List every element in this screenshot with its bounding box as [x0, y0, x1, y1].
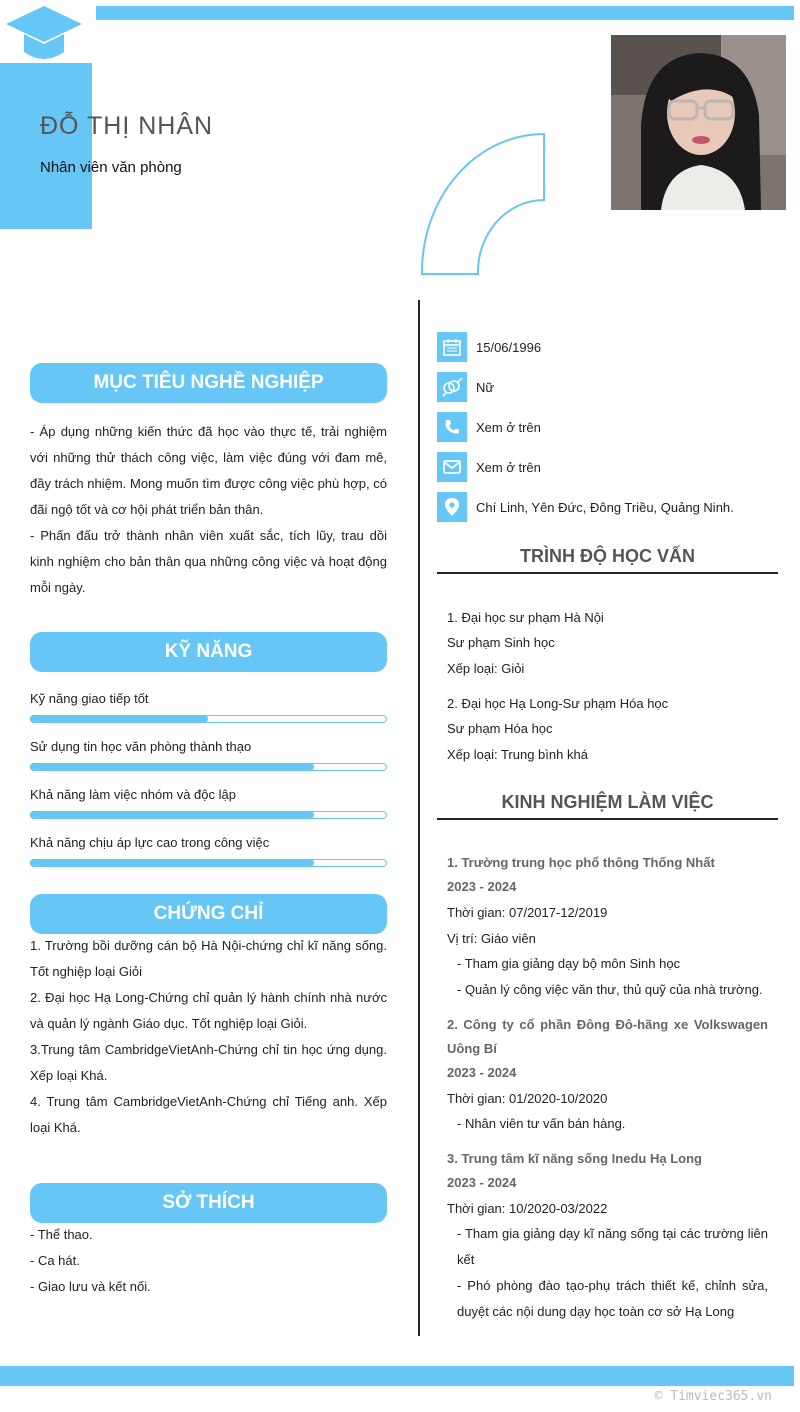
education-heading: TRÌNH ĐỘ HỌC VẤN	[520, 546, 695, 566]
job-title: Nhân viên văn phòng	[40, 159, 182, 176]
education-school: 2. Đại học Hạ Long-Sư phạm Hóa học	[447, 696, 669, 711]
decorative-arc	[420, 132, 548, 278]
gender-icon	[437, 372, 467, 402]
skills-heading: KỸ NĂNG	[30, 632, 387, 672]
skill-bar-fill	[30, 811, 314, 819]
experience-bullet: - Tham gia giảng dạy bộ môn Sinh học	[457, 956, 681, 971]
certificate-line: 1. Trường bồi dưỡng cán bộ Hà Nội-chứng chỉ kĩ năng sống. Tốt nghiệp loại Giỏi	[30, 938, 387, 979]
contact-email	[437, 452, 541, 482]
skill-item	[30, 787, 387, 819]
footer-copyright: © Timviec365.vn	[654, 1389, 772, 1404]
contact-address-text: Chí Linh, Yên Đức, Đông Triều, Quảng Ninh.	[476, 499, 734, 515]
skill-label: Sử dụng tin học văn phòng thành thạo	[30, 739, 252, 754]
education-major: Sư phạm Sinh học	[447, 635, 555, 650]
contact-birthday	[437, 332, 541, 362]
experience-company: 1. Trường trung học phổ thông Thống Nhất	[447, 855, 715, 870]
objective-text	[30, 419, 387, 601]
experience-company: 2. Công ty cổ phần Đông Đô-hãng xe Volkswagen Uông Bí	[447, 1017, 768, 1056]
experience-bullet: - Nhân viên tư vấn bán hàng.	[457, 1116, 626, 1131]
experience-time: Thời gian: 07/2017-12/2019	[447, 905, 608, 920]
email-icon	[437, 452, 467, 482]
skill-label: Kỹ năng giao tiếp tốt	[30, 691, 149, 706]
location-icon	[437, 492, 467, 522]
experience-time: Thời gian: 01/2020-10/2020	[447, 1091, 608, 1106]
experience-bullet: - Phó phòng đào tạo-phụ trách thiết kế, chỉnh sửa, duyệt các nội dung dạy học toàn cơ sở Hạ Long	[457, 1278, 768, 1319]
skill-item	[30, 691, 387, 723]
objective-line: - Áp dụng những kiến thức đã học vào thực tế, trải nghiệm với những thử thách công việc, làm việc đúng với đam mê, đầy trách nhiệm. Mong muốn tìm được công việc phù hợp, có đãi ngộ tốt và cơ hội phát triển bản thân.	[30, 424, 387, 517]
certificates-text	[30, 933, 387, 1141]
contact-phone-text: Xem ở trên	[476, 419, 541, 435]
calendar-icon	[437, 332, 467, 362]
skill-label: Khả năng chịu áp lực cao trong công việc	[30, 835, 270, 850]
objective-line: - Phấn đấu trở thành nhân viên xuất sắc, tích lũy, trau dồi kinh nghiệm cho bản thân qua những công việc và hoạt động mỗi ngày.	[30, 528, 387, 595]
hobby-line: - Ca hát.	[30, 1253, 80, 1268]
certificate-line: 4. Trung tâm CambridgeVietAnh-Chứng chỉ Tiếng anh. Xếp loại Khá.	[30, 1094, 387, 1135]
skill-bar-fill	[30, 715, 208, 723]
hobbies-heading: SỞ THÍCH	[30, 1183, 387, 1223]
experience-time: Thời gian: 10/2020-03/2022	[447, 1201, 608, 1216]
hobbies-text	[30, 1222, 387, 1300]
experience-heading: KINH NGHIỆM LÀM VIỆC	[501, 792, 714, 812]
experience-bullet: - Quản lý công việc văn thư, thủ quỹ của nhà trường.	[457, 982, 763, 997]
skill-bar	[30, 859, 387, 867]
hobby-line: - Thể thao.	[30, 1227, 93, 1242]
skill-label: Khả năng làm việc nhóm và độc lập	[30, 787, 236, 802]
bottom-accent-bar	[0, 1366, 794, 1386]
skill-item	[30, 835, 387, 867]
contact-birthday-text: 15/06/1996	[476, 339, 542, 355]
education-grade: Xếp loại: Trung bình khá	[447, 747, 588, 762]
skill-bar-fill	[30, 763, 314, 771]
phone-icon	[437, 412, 467, 442]
experience-years: 2023 - 2024	[447, 1175, 517, 1190]
skill-bar	[30, 811, 387, 819]
contact-gender-text: Nữ	[476, 379, 495, 395]
experience-company: 3. Trung tâm kĩ năng sống Inedu Hạ Long	[447, 1151, 702, 1166]
skill-bar-fill	[30, 859, 314, 867]
contact-address	[437, 492, 734, 522]
certificates-heading: CHỨNG CHỈ	[30, 894, 387, 934]
certificate-line: 2. Đại học Hạ Long-Chứng chỉ quản lý hành chính nhà nước và quản lý ngành Giáo dục. Tốt nghiệp loại Giỏi.	[30, 990, 387, 1031]
contact-gender	[437, 372, 494, 402]
candidate-name: ĐỖ THỊ NHÂN	[40, 112, 214, 140]
profile-photo	[611, 35, 786, 210]
graduation-cap-icon	[4, 4, 84, 62]
education-school: 1. Đại học sư phạm Hà Nội	[447, 610, 604, 625]
hobby-line: - Giao lưu và kết nối.	[30, 1279, 151, 1294]
certificate-line: 3.Trung tâm CambridgeVietAnh-Chứng chỉ tin học ứng dụng. Xếp loại Khá.	[30, 1042, 387, 1083]
education-underline	[437, 572, 778, 574]
education-major: Sư phạm Hóa học	[447, 721, 553, 736]
top-accent-bar	[96, 6, 794, 20]
skill-item	[30, 739, 387, 771]
contact-email-text: Xem ở trên	[476, 459, 541, 475]
skill-bar	[30, 715, 387, 723]
experience-underline	[437, 818, 778, 820]
experience-years: 2023 - 2024	[447, 879, 517, 894]
experience-bullet: - Tham gia giảng dạy kĩ năng sống tại các trường liên kết	[457, 1226, 768, 1267]
objective-heading: MỤC TIÊU NGHỀ NGHIỆP	[30, 363, 387, 403]
education-grade: Xếp loại: Giỏi	[447, 661, 525, 676]
column-divider	[418, 300, 420, 1336]
skill-bar	[30, 763, 387, 771]
experience-years: 2023 - 2024	[447, 1065, 517, 1080]
experience-position: Vị trí: Giáo viên	[447, 931, 536, 946]
header-accent-block	[0, 63, 92, 229]
contact-phone	[437, 412, 541, 442]
